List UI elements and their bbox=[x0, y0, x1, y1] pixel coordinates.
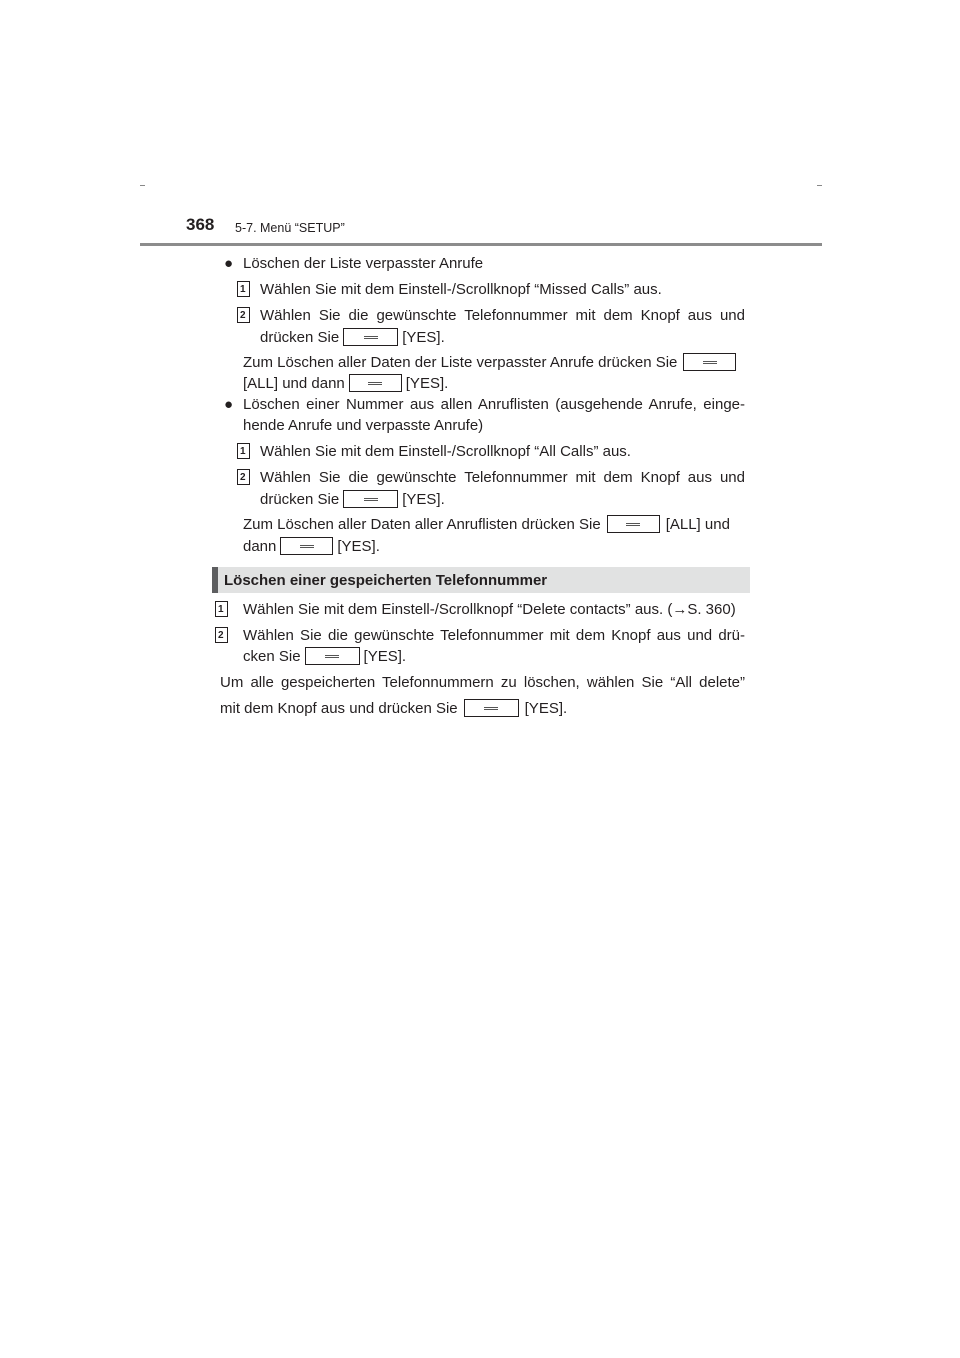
phone-key-button-icon bbox=[683, 353, 736, 371]
header-rule bbox=[140, 243, 822, 246]
block3-step2-text: cken Sie bbox=[243, 648, 301, 665]
block2-step2-line1: Wählen Sie die gewünschte Telefonnummer mit dem Knopf aus und bbox=[260, 469, 745, 486]
bullet-icon: ● bbox=[224, 255, 234, 272]
block3-note-text: mit dem Knopf aus und drücken Sie bbox=[220, 700, 458, 717]
step-number-2: 2 bbox=[237, 307, 250, 323]
block2-title-line1: Löschen einer Nummer aus allen Anruflisten (ausgehende Anrufe, einge- bbox=[243, 396, 745, 413]
block2-note-all: [ALL] und bbox=[665, 516, 730, 533]
block3-step1: Wählen Sie mit dem Einstell-/Scrollknopf “Delete contacts” aus. (→S. 360) bbox=[243, 601, 736, 618]
block1-note-text: Zum Löschen aller Daten der Liste verpasster Anrufe drücken Sie bbox=[243, 354, 678, 371]
block2-note-line1 bbox=[243, 515, 730, 535]
phone-key-button-icon bbox=[343, 328, 398, 346]
block1-step2-line2 bbox=[260, 328, 445, 348]
block3-step2-yes: [YES]. bbox=[363, 648, 407, 665]
block2-note-dann: dann bbox=[243, 538, 277, 555]
block3-note-line1: Um alle gespeicherten Telefonnummern zu löschen, wählen Sie “All delete” bbox=[220, 674, 745, 691]
page-number: 368 bbox=[186, 215, 215, 234]
block2-step2-line2 bbox=[260, 490, 445, 510]
phone-key-button-icon bbox=[305, 647, 360, 665]
crop-mark-right bbox=[817, 185, 822, 186]
block2-step1: Wählen Sie mit dem Einstell-/Scrollknopf “All Calls” aus. bbox=[260, 443, 631, 460]
phone-key-button-icon bbox=[464, 699, 519, 717]
phone-key-button-icon bbox=[343, 490, 398, 508]
block3-step2-line1: Wählen Sie die gewünschte Telefonnummer mit dem Knopf aus und drü- bbox=[243, 627, 745, 644]
block1-title: Löschen der Liste verpasster Anrufe bbox=[243, 255, 484, 272]
phone-key-button-icon bbox=[280, 537, 333, 555]
block1-step2-text: drücken Sie bbox=[260, 329, 340, 346]
section-heading: Löschen einer gespeicherten Telefonnummer bbox=[224, 572, 548, 589]
block1-note-all: [ALL] und dann bbox=[243, 375, 345, 392]
block1-note-line1 bbox=[243, 353, 740, 373]
block3-step2-line2 bbox=[243, 647, 406, 667]
block1-note-yes: [YES]. bbox=[405, 375, 449, 392]
block2-step2-yes: [YES]. bbox=[402, 491, 445, 508]
step-number-1: 1 bbox=[215, 601, 228, 617]
section-title: 5-7. Menü “SETUP” bbox=[235, 221, 345, 235]
block2-note-text: Zum Löschen aller Daten aller Anruflisten drücken Sie bbox=[243, 516, 601, 533]
step-number-1: 1 bbox=[237, 281, 250, 297]
block2-step2-text: drücken Sie bbox=[260, 491, 340, 508]
block3-note-line2 bbox=[220, 699, 567, 719]
block2-title-line2: hende Anrufe und verpasste Anrufe) bbox=[243, 417, 484, 434]
phone-key-button-icon bbox=[607, 515, 660, 533]
block1-step2-yes: [YES]. bbox=[402, 329, 445, 346]
block1-step2-line1: Wählen Sie die gewünschte Telefonnummer mit dem Knopf aus und bbox=[260, 307, 745, 324]
block2-note-yes: [YES]. bbox=[337, 538, 380, 555]
step-number-2: 2 bbox=[215, 627, 228, 643]
phone-key-button-icon bbox=[349, 374, 402, 392]
step-number-1: 1 bbox=[237, 443, 250, 459]
crop-mark-left bbox=[140, 185, 145, 186]
block2-note-line2 bbox=[243, 537, 380, 557]
bullet-icon: ● bbox=[224, 396, 234, 413]
block1-step1: Wählen Sie mit dem Einstell-/Scrollknopf “Missed Calls” aus. bbox=[260, 281, 662, 298]
step-number-2: 2 bbox=[237, 469, 250, 485]
block3-note-yes: [YES]. bbox=[524, 700, 568, 717]
block1-note-line2 bbox=[243, 374, 448, 394]
